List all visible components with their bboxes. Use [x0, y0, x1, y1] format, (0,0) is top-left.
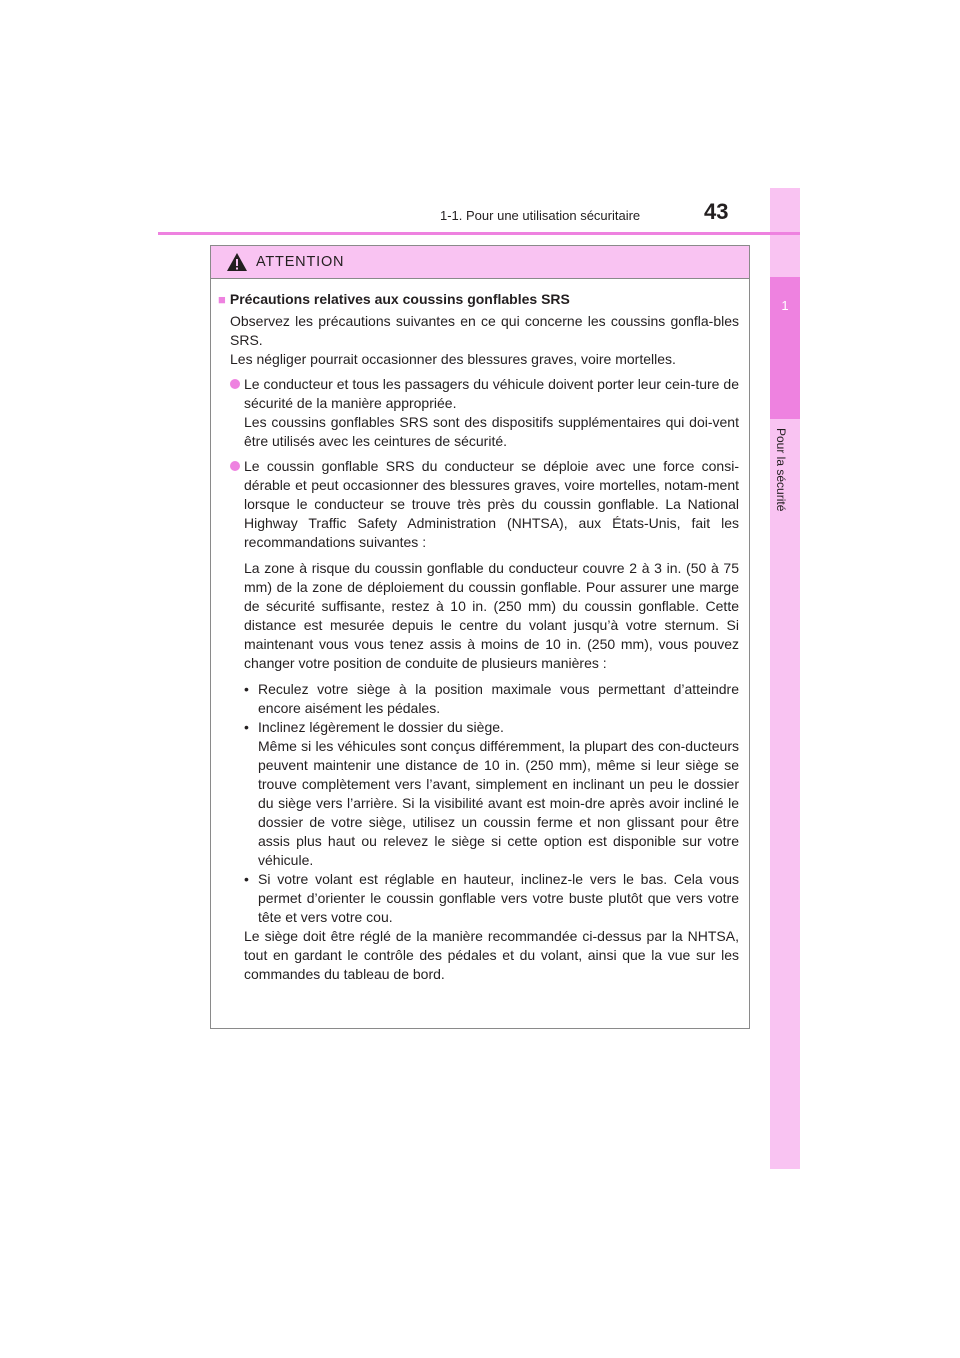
section-header: 1-1. Pour une utilisation sécuritaire [440, 208, 641, 223]
chapter-label: Pour la sécurité [774, 428, 788, 512]
sub-item-text: Inclinez légèrement le dossier du siège. [258, 719, 504, 735]
supplementary-advice: Les coussins gonflables SRS sont des dispositifs supplémentaires qui doi-vent être utilisés avec les ceintures de sécurité. [244, 414, 739, 449]
risk-zone-paragraph: La zone à risque du coussin gonflable du conducteur couvre 2 à 3 in. (50 à 75 mm) de la zone de déploiement du coussin gonflable. Pour assurer une marge de sécurité suffisante, restez à 10 in. (250 mm) du coussin gonflable. Cette distance est mesurée depuis le centre du volant jusqu’à votre sternum. Si maintenant vous vous tenez assis à moins de 10 in. (250 mm), vous pouvez changer votre position de conduite de plusieurs manières : [244, 560, 739, 671]
sub-item-marker: • [244, 681, 249, 697]
square-bullet-icon: ■ [218, 292, 226, 307]
list-item-text: Le coussin gonflable SRS du conducteur se déploie avec une force consi-dérable et peut occasionner des blessures graves, voire mortelles, notam-ment lorsque le conducteur se trouve très près du coussin gonflable. La National Highway Traffic Safety Administration (NHTSA), aux États-Unis, fait les recommandations suivantes : [244, 458, 739, 550]
sub-item [218, 870, 739, 927]
sub-item-text: Reculez votre siège à la position maximale vous permettant d’atteindre encore aisément les pédales. [258, 681, 739, 716]
warning-box [210, 245, 750, 1029]
sub-item-marker: • [244, 719, 249, 735]
circle-bullet-icon [230, 379, 240, 389]
header-rule [158, 232, 800, 235]
list-item-text [244, 375, 739, 451]
intro-paragraph: Observez les précautions suivantes en ce qui concerne les coussins gonfla-bles SRS. [230, 313, 739, 348]
sub-item [218, 680, 739, 718]
intro-paragraph: Les négliger pourrait occasionner des blessures graves, voire mortelles. [230, 351, 676, 367]
seatbelt-advice: Le conducteur et tous les passagers du véhicule doivent porter leur cein-ture de sécurité de la manière appropriée. [244, 376, 739, 411]
chapter-number: 1 [781, 298, 789, 313]
sub-item [218, 718, 739, 737]
sub-item-detail: Même si les véhicules sont conçus différemment, la plupart des con-ducteurs peuvent maintenir une distance de 10 in. (250 mm), même si leur siège se trouve complètement vers l’avant, simplement en inclinant un peu le dossier du siège vers l’arrière. Si la visibilité avant est moin-dre après avoir incliné le dossier de votre siège, utilisez un coussin ferme et non glissant pour être assis plus haut ou relevez le siège si cette option est disponible sur votre véhicule. [258, 738, 739, 868]
page-number: 43 [704, 199, 729, 224]
warning-box-header [211, 246, 749, 279]
warning-body [211, 279, 749, 984]
sub-item-marker: • [244, 871, 249, 887]
closing-paragraph: Le siège doit être réglé de la manière recommandée ci-dessus par la NHTSA, tout en gardant le contrôle des pédales et du volant, ainsi que la vue sur les commandes du tableau de bord. [244, 928, 739, 982]
warning-triangle-icon [226, 252, 248, 272]
circle-bullet-icon [230, 461, 240, 471]
sub-item-text: Si votre volant est réglable en hauteur, inclinez-le vers le bas. Cela vous permet d’orienter le coussin gonflable vers votre buste plutôt que vers votre tête et vers votre cou. [258, 871, 739, 925]
section-heading [218, 290, 739, 309]
list-item [218, 457, 739, 552]
section-heading-text: Précautions relatives aux coussins gonflables SRS [229, 291, 570, 307]
warning-title: ATTENTION [256, 254, 345, 270]
list-item [218, 375, 739, 451]
